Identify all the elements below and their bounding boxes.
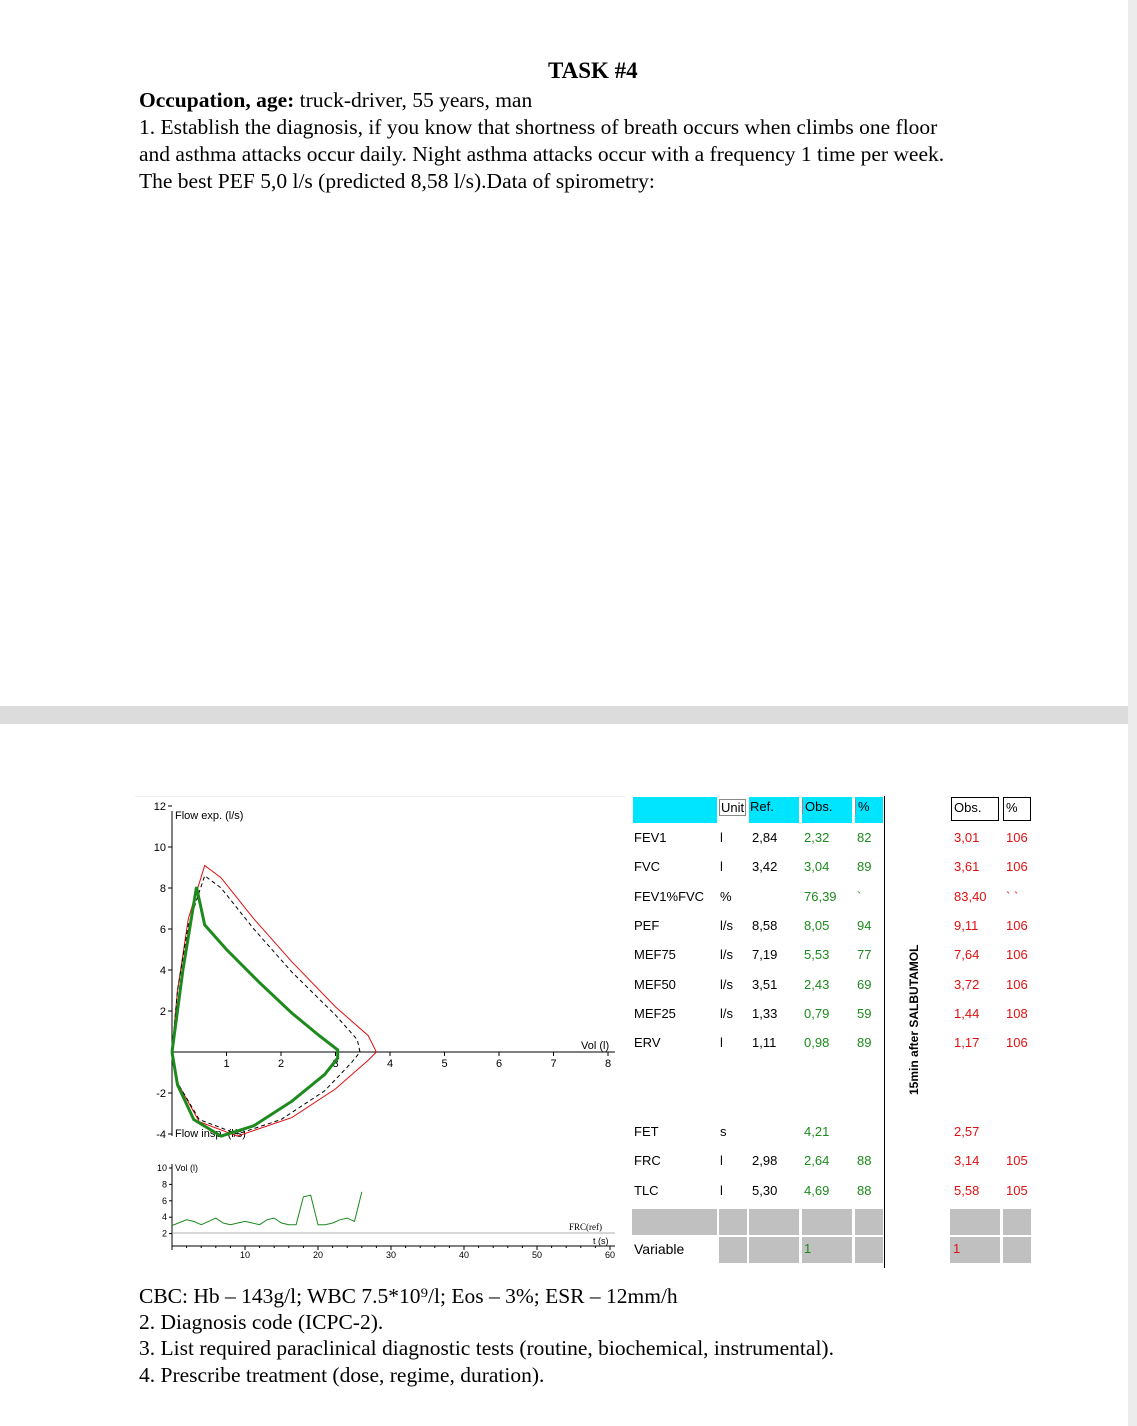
post-bronchodilator-table [950,796,1032,1268]
post-pct: 106 [1006,859,1028,875]
post-obs: 3,01 [954,830,980,845]
param-pct: ` [857,888,862,904]
param-name: MEF75 [634,947,676,963]
param-unit: l/s [720,1005,733,1021]
y-tick-label: 2 [159,1006,166,1018]
param-obs: 0,79 [804,1005,830,1021]
task-title: TASK #4 [548,58,638,83]
post-obs: 1,17 [954,1035,980,1051]
header-bar [633,797,717,823]
param-obs: 2,32 [804,830,830,845]
param-name: FEV1%FVC [634,888,705,904]
header-pct: % [855,799,870,814]
param-obs: 2,64 [804,1153,830,1169]
variable-cell [855,1209,883,1235]
param-name: FEV1 [634,830,667,845]
spirometry-table [632,796,885,1268]
variable-cell [749,1237,799,1263]
trend-y-tick-label: 8 [161,1179,167,1190]
trend-x-tick-label: 60 [604,1250,616,1260]
trend-x-tick-label: 50 [531,1250,543,1260]
param-unit: l [720,859,723,875]
param-name: MEF25 [634,1005,676,1021]
post-obs: 3,72 [954,976,980,992]
post-variable-cell [1003,1209,1031,1235]
vol-axis-label: Vol (l) [581,1040,610,1052]
trend-y-tick-label: 4 [161,1212,167,1223]
param-pct: 82 [857,830,872,845]
param-unit: s [720,1124,727,1139]
flow-exp-label: Flow exp. (l/s) [175,810,244,822]
flow-volume-curve-1 [172,876,360,1134]
param-name: FRC [634,1153,661,1169]
variable-cell [719,1209,747,1235]
param-obs: 5,53 [804,947,830,963]
param-pct: 77 [857,947,872,963]
trend-y-tick-label: 6 [161,1195,167,1206]
param-pct: 59 [857,1005,872,1021]
param-obs: 4,21 [804,1124,830,1139]
param-unit: l [720,830,723,845]
variable-value: 1 [804,1241,812,1256]
post-pct: 106 [1006,1035,1028,1051]
param-ref: 3,42 [752,859,778,875]
y-tick-label: -4 [156,1129,166,1141]
post-pct: 106 [1006,976,1028,992]
post-variable-cell [1003,1237,1031,1263]
question-3: 3. List required paraclinical diagnostic tests (routine, biochemical, instrumental). [139,1336,834,1360]
post-header-obs: Obs. [951,797,999,821]
param-pct: 69 [857,976,872,992]
flow-volume-curve-0 [172,866,376,1137]
param-obs: 2,43 [804,976,830,992]
header-ref: Ref. [750,799,774,814]
post-pct: 106 [1006,947,1028,963]
param-ref: 3,51 [752,976,778,992]
param-unit: % [720,888,732,904]
frc-ref-label: FRC(ref) [569,1222,602,1232]
param-name: FVC [634,859,660,875]
occupation-line [139,87,532,114]
param-name: MEF50 [634,976,676,992]
trend-y-tick-label: 10 [156,1163,167,1173]
post-obs: 3,61 [954,859,980,875]
question-2: 2. Diagnosis code (ICPC-2). [139,1310,384,1334]
param-ref: 2,98 [752,1153,778,1169]
vol-trend-label: Vol (l) [175,1163,199,1173]
param-unit: l [720,1182,723,1198]
post-obs: 7,64 [954,947,980,963]
variable-label: Variable [634,1241,685,1257]
y-tick-label: 4 [159,965,166,977]
header-obs: Obs. [802,799,832,814]
param-unit: l/s [720,917,733,933]
param-ref: 8,58 [752,917,778,933]
y-tick-label: 10 [153,842,166,854]
x-tick-label: 6 [495,1058,503,1070]
param-pct: 94 [857,917,872,933]
param-name: PEF [634,917,660,933]
variable-cell [802,1209,852,1235]
post-pct: ` ` [1006,888,1019,904]
param-pct: 89 [857,859,872,875]
param-name: FET [634,1124,659,1139]
param-ref: 2,84 [752,830,778,845]
post-obs: 3,14 [954,1153,980,1169]
post-salbutamol-label: 15min after SALBUTAMOL [907,944,921,1095]
header-unit: Unit [721,800,745,815]
post-pct: 106 [1006,917,1028,933]
param-pct: 89 [857,1035,872,1051]
param-unit: l/s [720,947,733,963]
x-tick-label: 2 [277,1058,285,1070]
task-line-3: The best PEF 5,0 l/s (predicted 8,58 l/s).Data of spirometry: [139,169,655,193]
x-tick-label: 7 [550,1058,557,1070]
param-obs: 8,05 [804,917,830,933]
y-tick-label: -2 [156,1088,166,1100]
task-line-1: 1. Establish the diagnosis, if you know that shortness of breath occurs when climbs one floor [139,115,938,139]
cbc-line: CBC: Hb – 143g/l; WBC 7.5*10⁹/l; Eos – 3%; ESR – 12mm/h [139,1284,678,1308]
trend-x-tick-label: 30 [385,1250,397,1260]
param-obs: 0,98 [804,1035,830,1051]
param-obs: 4,69 [804,1182,830,1198]
post-obs: 1,44 [954,1005,980,1021]
task-line-2: and asthma attacks occur daily. Night asthma attacks occur with a frequency 1 time per week. [139,142,945,166]
post-obs: 5,58 [954,1182,980,1198]
y-tick-label: 6 [159,924,166,936]
param-unit: l [720,1035,723,1051]
variable-cell [855,1237,883,1263]
post-obs: 83,40 [954,888,987,904]
param-pct: 88 [857,1182,872,1198]
trend-y-tick-label: 2 [161,1228,167,1239]
post-header-pct: % [1003,797,1031,821]
occupation-value: truck-driver, 55 years, man [294,88,533,112]
param-name: TLC [634,1182,659,1198]
flow-volume-chart [135,796,625,1271]
occupation-label: Occupation, age: [139,88,295,112]
question-4: 4. Prescribe treatment (dose, regime, duration). [139,1363,545,1387]
volume-trend-line [172,1192,362,1226]
post-pct: 105 [1006,1182,1028,1198]
trend-x-tick-label: 20 [312,1250,324,1260]
x-tick-label: 5 [441,1058,448,1070]
param-ref: 1,11 [752,1035,777,1051]
y-tick-label: 8 [159,883,166,895]
post-pct: 106 [1006,830,1028,845]
param-ref: 1,33 [752,1005,778,1021]
post-obs: 2,57 [954,1124,980,1139]
trend-x-tick-label: 40 [458,1250,470,1260]
time-unit-label: t (s) [593,1236,609,1246]
variable-cell [632,1209,717,1235]
post-variable-value: 1 [953,1241,961,1256]
post-pct: 108 [1006,1005,1028,1021]
param-ref: 7,19 [752,947,778,963]
scrollbar[interactable] [1128,0,1137,1426]
param-unit: l [720,1153,723,1169]
x-tick-label: 3 [332,1058,339,1070]
param-obs: 76,39 [804,888,837,904]
param-name: ERV [634,1035,661,1051]
param-pct: 88 [857,1153,872,1169]
x-tick-label: 4 [386,1058,394,1070]
post-obs: 9,11 [954,917,979,933]
variable-cell [749,1209,799,1235]
x-tick-label: 8 [604,1058,612,1070]
y-tick-label: 12 [153,801,166,813]
param-obs: 3,04 [804,859,830,875]
flow-insp-label: Flow insp. (l/s) [175,1128,246,1140]
post-variable-cell [950,1209,1000,1235]
trend-x-tick-label: 10 [239,1250,251,1260]
x-tick-label: 1 [223,1058,230,1070]
variable-cell [719,1237,747,1263]
param-unit: l/s [720,976,733,992]
post-pct: 105 [1006,1153,1028,1169]
param-ref: 5,30 [752,1182,778,1198]
